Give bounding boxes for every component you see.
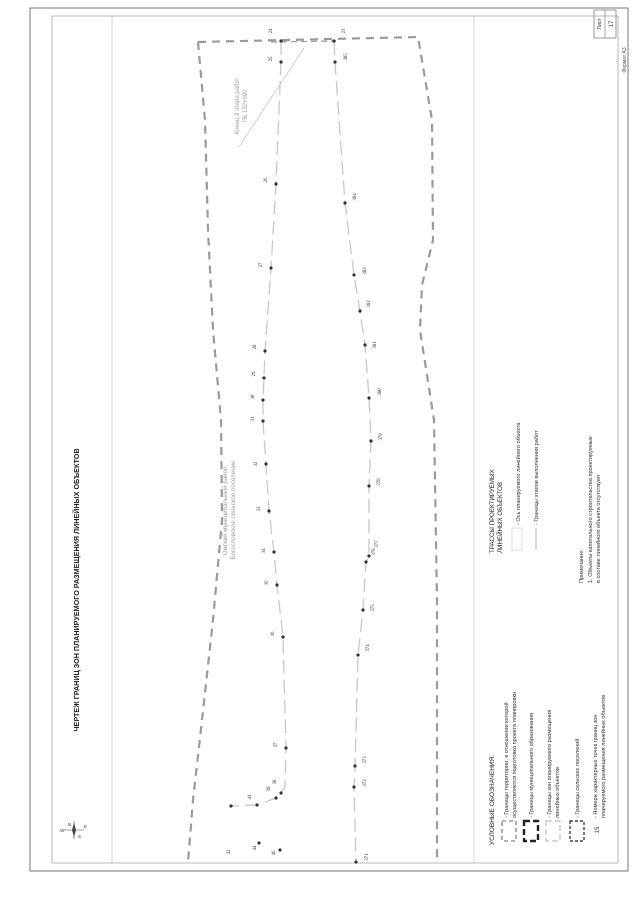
compass-south: S [78,834,82,839]
planning-territory-boundary [188,37,437,862]
legend-symbol-rural [570,821,584,841]
lower-point-374 [356,653,359,656]
lower-point-label-377: 377 [375,540,380,548]
upper-point-label-25: 25 [269,56,274,62]
upper-point-37 [284,746,287,749]
upper-point-27 [269,266,272,269]
note-line-2: в составе линейного объекта отсутствуют [596,474,602,583]
upper-point-39 [274,796,277,799]
upper-point-46 [278,848,281,851]
upper-point-label-38: 38 [273,779,278,785]
lower-point-23 [332,39,335,42]
end-note-1: Конец 2 этапа работ [235,77,241,135]
note-line-1: 1. Объекты капитального строительства проектируемые [588,436,594,583]
lower-point-372 [352,785,355,788]
upper-point-25 [279,60,282,63]
stamp-label: Лист [597,18,603,30]
compass-north: N [68,822,72,827]
end-note-2: ПК 132+000 [243,89,249,123]
upper-point-label-36: 36 [271,631,276,637]
upper-point-label-24: 24 [269,28,274,34]
area-name-2: Богословское сельское поселение [230,460,237,560]
lower-point-label-382: 382 [367,300,372,308]
note-block [579,436,602,583]
zone-lines [231,41,371,862]
lower-point-373 [353,764,356,767]
lower-point-383 [352,273,355,276]
legend-title: УСЛОВНЫЕ ОБОЗНАЧЕНИЯ: [489,754,496,846]
legend-item-5-line1: - Номера характерных точек границ зон [593,714,599,818]
note-title: Примечание: [579,549,585,583]
lower-point-label-379: 379 [379,433,384,441]
lower-point-label-375: 375 [371,604,376,612]
upper-point-31 [261,419,264,422]
upper-point-label-31: 31 [251,416,256,422]
lower-point-label-23: 23 [342,28,347,34]
compass-west: W [60,828,65,833]
lower-point-376 [364,560,367,563]
upper-point-44 [257,841,260,844]
legend-item-4-line1: - Границы сельских поселений [575,738,581,818]
legend-item-2-line1: - Границы муниципального образования [529,712,535,818]
lower-point-label-380: 380 [378,388,383,396]
lower-point-label-384: 384 [353,193,358,201]
upper-point-label-29: 29 [252,371,257,377]
upper-point-label-37: 37 [274,742,279,748]
upper-point-28 [263,349,266,352]
upper-point-label-26: 26 [264,177,269,183]
legend-item-1-line2: осуществляется подготовка проекта планировки [512,691,518,818]
lower-boundary-points [332,28,384,864]
legend-symbol-point-number: 15 [595,826,601,834]
upper-point-35 [275,583,278,586]
upper-point-26 [274,182,277,185]
area-name-1: Омский муниципальный район, [222,464,229,556]
legend-item-3-line2: линейных объектов [555,766,561,818]
lower-point-378 [367,484,370,487]
upper-point-label-32: 32 [254,461,259,467]
upper-point-36 [281,635,284,638]
lower-point-label-383: 383 [363,267,368,275]
upper-point-label-42: 42 [227,849,232,855]
lower-point-375 [361,608,364,611]
compass-rose-icon [60,821,87,839]
legend-item-3-line1: - Границы зон планируемого размещения [547,709,553,818]
upper-point-label-34: 34 [262,548,267,554]
lower-point-label-381: 381 [373,341,378,349]
upper-point-label-46: 46 [272,850,277,856]
routes-title-2: ЛИНЕЙНЫХ ОБЪЕКТОВ [497,481,504,553]
lower-point-380 [367,396,370,399]
upper-point-34 [272,550,275,553]
lower-point-384 [343,201,346,204]
lower-point-371 [354,860,357,863]
route-symbol-axis [512,528,522,550]
upper-point-24 [279,39,282,42]
compass-east: E [84,824,88,829]
upper-point-42 [229,804,232,807]
legend-symbol-planning [502,821,516,841]
lower-point-382 [358,309,361,312]
routes-title-1: ТРАССЫ ПРОЕКТИРУЕМЫХ [489,469,496,553]
upper-point-label-27: 27 [259,262,264,268]
lower-point-label-371: 371 [365,853,370,861]
lower-point-label-372: 372 [363,779,368,787]
sheet-title: ЧЕРТЕЖ ГРАНИЦ ЗОН ПЛАНИРУЕМОГО РАЗМЕЩЕНИЯ ЛИНЕЙНЫХ ОБЪЕКТОВ [72,448,81,732]
format-label: Формат А3 [622,47,628,73]
upper-point-29 [262,376,265,379]
upper-boundary-points [227,28,288,855]
lower-point-label-378: 378 [377,478,382,486]
sheet-stamp [594,10,616,38]
lower-point-379 [369,439,372,442]
upper-point-label-28: 28 [253,344,258,350]
lower-point-381 [363,343,366,346]
legend-item-5-line2: планируемого размещения линейных объектов [601,694,607,818]
lower-point-label-373: 373 [363,756,368,764]
upper-point-30 [261,398,264,401]
upper-point-label-30: 30 [251,394,256,400]
lower-point-label-374: 374 [366,644,371,652]
upper-point-32 [264,462,267,465]
legend [489,692,607,845]
upper-point-33 [267,509,270,512]
routes-legend [489,422,540,553]
upper-point-41 [255,803,258,806]
lower-point-377 [367,554,370,557]
lower-point-label-385: 385 [344,53,349,61]
route-axis-label: - Ось планируемого линейного объекта [516,422,522,525]
upper-point-label-33: 33 [257,506,262,512]
sheet-number: 17 [609,20,615,28]
upper-point-38 [279,791,282,794]
upper-point-label-41: 41 [248,794,253,800]
legend-symbol-zone [546,821,560,841]
legend-symbol-municipal [524,821,538,841]
upper-point-label-39: 39 [267,786,272,792]
legend-item-1-line1: - Границы территории, в отношении которой [504,702,510,818]
upper-point-label-35: 35 [265,580,270,586]
lower-point-385 [333,60,336,63]
upper-point-label-44: 44 [253,845,258,851]
route-stage-label: - Границы этапов выполнения работ [534,430,540,525]
lower-point-label-376: 376 [372,548,377,556]
